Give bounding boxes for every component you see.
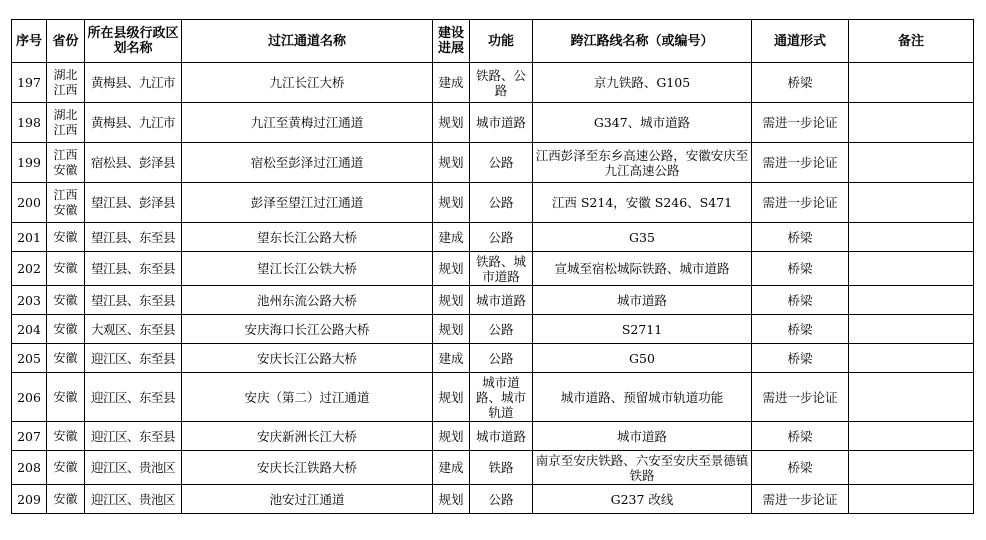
cell-name: 宿松至彭泽过江通道	[182, 143, 433, 183]
cell-status: 建成	[433, 451, 470, 485]
cell-name: 安庆长江铁路大桥	[182, 451, 433, 485]
cell-route: 江西 S214，安徽 S246、S471	[533, 183, 752, 223]
cell-form: 需进一步论证	[752, 183, 849, 223]
cell-name: 望东长江公路大桥	[182, 223, 433, 252]
table-wrapper	[11, 19, 974, 514]
cell-county: 黄梅县、九江市	[85, 103, 182, 143]
cell-note	[849, 373, 974, 422]
table-row	[12, 451, 974, 485]
cell-no: 205	[12, 344, 47, 373]
header-name: 过江通道名称	[182, 20, 433, 63]
cell-province: 安徽	[47, 485, 85, 514]
cell-route: S2711	[533, 315, 752, 344]
cell-note	[849, 252, 974, 286]
table-body	[12, 63, 974, 514]
cell-function: 公路	[470, 143, 533, 183]
cell-no: 200	[12, 183, 47, 223]
cell-status: 建成	[433, 223, 470, 252]
cell-county: 迎江区、东至县	[85, 373, 182, 422]
cell-name: 安庆长江公路大桥	[182, 344, 433, 373]
cell-no: 202	[12, 252, 47, 286]
cell-note	[849, 451, 974, 485]
cell-status: 规划	[433, 103, 470, 143]
cell-name: 彭泽至望江过江通道	[182, 183, 433, 223]
cell-function: 公路	[470, 485, 533, 514]
cell-note	[849, 315, 974, 344]
header-province: 省份	[47, 20, 85, 63]
cell-status: 建成	[433, 63, 470, 103]
table-row	[12, 63, 974, 103]
cell-province: 湖北江西	[47, 103, 85, 143]
cell-note	[849, 485, 974, 514]
cell-status: 规划	[433, 373, 470, 422]
cell-status: 规划	[433, 286, 470, 315]
cell-note	[849, 103, 974, 143]
cell-county: 黄梅县、九江市	[85, 63, 182, 103]
table-row	[12, 373, 974, 422]
table-row	[12, 143, 974, 183]
header-form: 通道形式	[752, 20, 849, 63]
cell-county: 迎江区、东至县	[85, 344, 182, 373]
cell-province: 安徽	[47, 344, 85, 373]
cell-no: 207	[12, 422, 47, 451]
cell-no: 204	[12, 315, 47, 344]
table-row	[12, 422, 974, 451]
cell-name: 九江至黄梅过江通道	[182, 103, 433, 143]
cell-route: 城市道路	[533, 422, 752, 451]
cell-note	[849, 63, 974, 103]
cell-note	[849, 286, 974, 315]
cell-county: 望江县、东至县	[85, 252, 182, 286]
header-county: 所在县级行政区划名称	[85, 20, 182, 63]
cell-county: 宿松县、彭泽县	[85, 143, 182, 183]
cell-form: 需进一步论证	[752, 143, 849, 183]
cell-province: 安徽	[47, 422, 85, 451]
header-no: 序号	[12, 20, 47, 63]
cell-form: 桥梁	[752, 223, 849, 252]
cell-no: 199	[12, 143, 47, 183]
cell-function: 铁路、公路	[470, 63, 533, 103]
cell-status: 规划	[433, 183, 470, 223]
table-row	[12, 485, 974, 514]
cell-note	[849, 223, 974, 252]
cell-function: 铁路、城市道路	[470, 252, 533, 286]
cell-name: 池州东流公路大桥	[182, 286, 433, 315]
cell-route: G35	[533, 223, 752, 252]
cell-function: 城市道路、城市轨道	[470, 373, 533, 422]
cell-name: 安庆海口长江公路大桥	[182, 315, 433, 344]
cell-route: G50	[533, 344, 752, 373]
cell-province: 安徽	[47, 252, 85, 286]
cell-form: 桥梁	[752, 286, 849, 315]
cell-name: 安庆新洲长江大桥	[182, 422, 433, 451]
cell-province: 安徽	[47, 315, 85, 344]
cell-route: 宣城至宿松城际铁路、城市道路	[533, 252, 752, 286]
cell-name: 安庆（第二）过江通道	[182, 373, 433, 422]
cell-note	[849, 344, 974, 373]
cell-province: 江西安徽	[47, 143, 85, 183]
cell-no: 208	[12, 451, 47, 485]
table-row	[12, 183, 974, 223]
cell-province: 安徽	[47, 223, 85, 252]
cell-county: 迎江区、贵池区	[85, 485, 182, 514]
cell-province: 湖北江西	[47, 63, 85, 103]
cell-no: 201	[12, 223, 47, 252]
cell-province: 安徽	[47, 451, 85, 485]
cell-form: 桥梁	[752, 422, 849, 451]
cell-status: 建成	[433, 344, 470, 373]
cell-name: 九江长江大桥	[182, 63, 433, 103]
cell-function: 公路	[470, 315, 533, 344]
cell-county: 大观区、东至县	[85, 315, 182, 344]
header-note: 备注	[849, 20, 974, 63]
cell-function: 铁路	[470, 451, 533, 485]
cell-name: 池安过江通道	[182, 485, 433, 514]
cell-no: 206	[12, 373, 47, 422]
cell-route: 城市道路、预留城市轨道功能	[533, 373, 752, 422]
cell-route: 城市道路	[533, 286, 752, 315]
cell-route: G347、城市道路	[533, 103, 752, 143]
header-route: 跨江路线名称（或编号）	[533, 20, 752, 63]
cell-function: 公路	[470, 223, 533, 252]
cell-status: 规划	[433, 143, 470, 183]
header-row	[12, 20, 974, 63]
cell-note	[849, 143, 974, 183]
cell-function: 城市道路	[470, 422, 533, 451]
cell-form: 桥梁	[752, 315, 849, 344]
cell-function: 公路	[470, 344, 533, 373]
cell-function: 公路	[470, 183, 533, 223]
cell-county: 望江县、彭泽县	[85, 183, 182, 223]
table-row	[12, 252, 974, 286]
cell-note	[849, 183, 974, 223]
cell-province: 安徽	[47, 373, 85, 422]
header-function: 功能	[470, 20, 533, 63]
cell-form: 桥梁	[752, 252, 849, 286]
cell-province: 江西安徽	[47, 183, 85, 223]
cell-form: 需进一步论证	[752, 103, 849, 143]
table-row	[12, 315, 974, 344]
cell-no: 203	[12, 286, 47, 315]
table-row	[12, 223, 974, 252]
crossing-table	[11, 19, 974, 514]
cell-form: 需进一步论证	[752, 485, 849, 514]
cell-status: 规划	[433, 252, 470, 286]
cell-form: 桥梁	[752, 451, 849, 485]
cell-form: 桥梁	[752, 344, 849, 373]
cell-status: 规划	[433, 422, 470, 451]
cell-no: 209	[12, 485, 47, 514]
cell-note	[849, 422, 974, 451]
cell-route: 南京至安庆铁路、六安至安庆至景德镇铁路	[533, 451, 752, 485]
cell-route: G237 改线	[533, 485, 752, 514]
cell-form: 桥梁	[752, 63, 849, 103]
cell-status: 规划	[433, 315, 470, 344]
cell-province: 安徽	[47, 286, 85, 315]
cell-county: 望江县、东至县	[85, 223, 182, 252]
cell-county: 迎江区、贵池区	[85, 451, 182, 485]
table-row	[12, 103, 974, 143]
cell-route: 江西彭泽至东乡高速公路，安徽安庆至九江高速公路	[533, 143, 752, 183]
cell-route: 京九铁路、G105	[533, 63, 752, 103]
cell-name: 望江长江公铁大桥	[182, 252, 433, 286]
cell-county: 望江县、东至县	[85, 286, 182, 315]
table-row	[12, 344, 974, 373]
cell-no: 198	[12, 103, 47, 143]
cell-status: 规划	[433, 485, 470, 514]
cell-no: 197	[12, 63, 47, 103]
cell-function: 城市道路	[470, 286, 533, 315]
cell-function: 城市道路	[470, 103, 533, 143]
cell-form: 需进一步论证	[752, 373, 849, 422]
header-status: 建设进展	[433, 20, 470, 63]
cell-county: 迎江区、东至县	[85, 422, 182, 451]
table-row	[12, 286, 974, 315]
